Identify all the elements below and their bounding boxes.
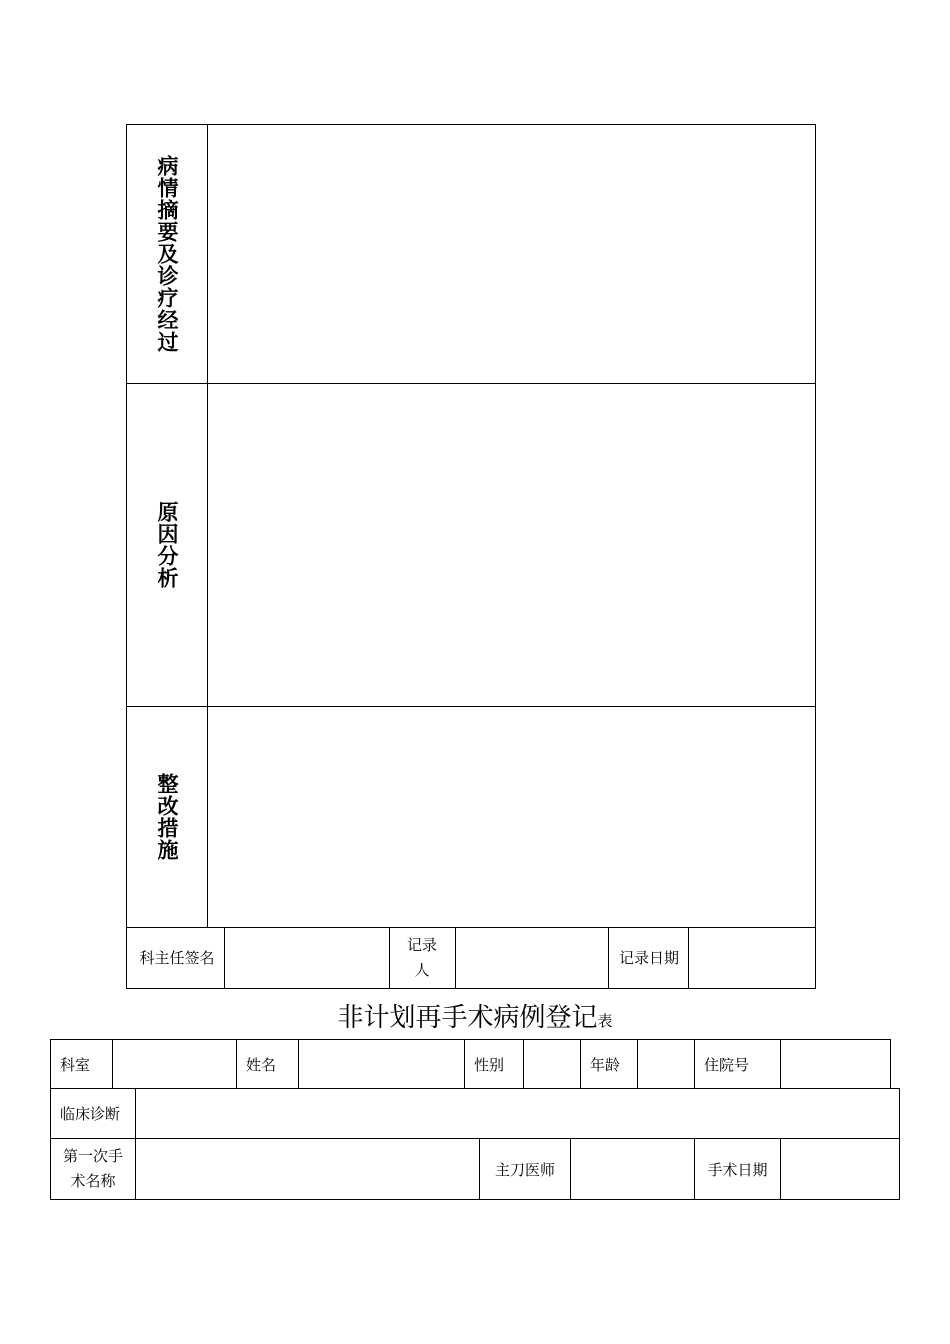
section-label-corrective-measures: 整改措施 [155,773,179,861]
row1-divider [580,1039,581,1089]
surgery-date-label: 手术日期 [707,1160,768,1179]
surgeon-field[interactable] [571,1139,694,1199]
section-label-cause-analysis: 原因分析 [155,501,179,589]
director-sign-label: 科主任签名 [139,948,215,967]
row1-divider [694,1039,695,1089]
recorder-label: 记录人 [406,936,437,979]
recorder-field[interactable] [456,928,608,988]
row1-divider [464,1039,465,1089]
first-surgery-field[interactable] [136,1139,479,1199]
gender-field[interactable] [524,1040,580,1088]
department-field[interactable] [113,1040,236,1088]
form-title-main: 非计划再手术病例登记 [337,1003,598,1033]
name-field[interactable] [299,1040,464,1088]
record-date-field[interactable] [689,928,815,988]
admission-no-field[interactable] [781,1040,890,1088]
surgeon-label: 主刀医师 [494,1160,555,1179]
age-label: 年龄 [590,1055,621,1074]
form-title-suffix: 表 [597,1012,613,1030]
section-label-case-summary: 病情摘要及诊疗经过 [155,155,179,353]
name-label: 姓名 [246,1055,277,1074]
surgery-date-field[interactable] [781,1139,899,1199]
diagnosis-field[interactable] [136,1089,899,1138]
diagnosis-label: 临床诊断 [60,1105,121,1123]
age-field[interactable] [638,1040,694,1088]
first-surgery-label: 第一次手术名称 [62,1147,123,1190]
department-label: 科室 [60,1055,91,1074]
footer-divider [608,927,609,989]
admission-no-label: 住院号 [704,1055,750,1074]
section-content-cause-analysis[interactable] [208,384,815,706]
row1-divider [236,1039,237,1089]
section-content-corrective-measures[interactable] [208,707,815,927]
section-content-case-summary[interactable] [208,125,815,383]
footer-divider [389,927,390,989]
gender-label: 性别 [474,1055,505,1074]
record-date-label: 记录日期 [618,948,679,967]
form-title [0,997,950,1034]
director-sign-field[interactable] [225,928,389,988]
